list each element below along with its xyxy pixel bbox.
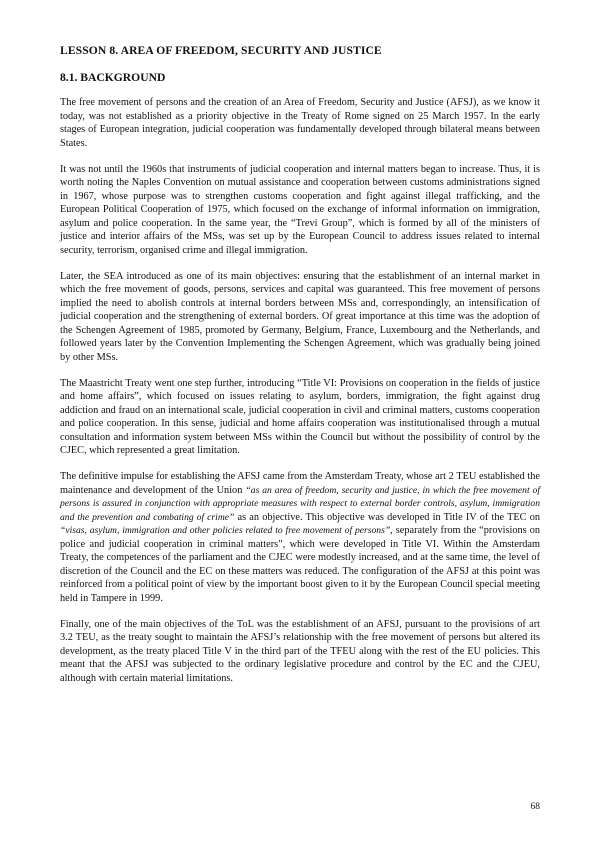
paragraph-5-quote-1: “as an area of freedom, security and justice, in which the free movement of persons is assured in conjunction with appropriate measures with respect to external border controls, asylum, immigration and the prevention and combating of crime” <box>60 484 540 523</box>
paragraph-5 <box>60 470 540 605</box>
paragraph-5-quote-2: “visas, asylum, immigration and other policies related to free movement of persons” <box>60 525 391 536</box>
paragraph-6: Finally, one of the main objectives of the ToL was the establishment of an AFSJ, pursuant to the provisions of art 3.2 TEU, as the treaty sought to maintain the AFSJ’s relationship with the free movement of persons but altered its development, as the treaty placed Title V in the third part of the TFEU along with the rest of the EU policies. This meant that the AFSJ was subjected to the ordinary legislative procedure and control by the EC and the CJEU, although with certain material limitations. <box>60 618 540 684</box>
paragraph-5-text-c: , separately from the “provisions on police and judicial cooperation in criminal matters”, which were developed in Title VI. Within the Amsterdam Treaty, the competences of the parliament and the CJEC were modestly increased, and at the same time, the level of discretion of the Council and the EC on these matters was reduced. The configuration of the AFSJ at this point was reinforced from a political point of view by the important boost given to it by the European Council special meeting held in Tampere in 1999. <box>60 525 540 604</box>
paragraph-5-text-b: as an objective. This objective was developed in Title IV of the TEC on <box>234 511 540 523</box>
page-number: 68 <box>530 802 540 812</box>
paragraph-1: The free movement of persons and the creation of an Area of Freedom, Security and Justice (AFSJ), as we know it today, was not established as a priority objective in the Treaty of Rome signed on 25 March 1957. In the early stages of European integration, judicial cooperation was fundamentally developed through bilateral means between States. <box>60 97 540 149</box>
paragraph-2: It was not until the 1960s that instruments of judicial cooperation and internal matters began to increase. Thus, it is worth noting the Naples Convention on mutual assistance and cooperation between customs administrations signed in 1967, whose purpose was to strengthen customs cooperation and fight against illegal trafficking, and the European Political Cooperation of 1975, which focused on the exchange of informal information on immigration, asylum and police cooperation. In the same year, the “Trevi Group”, which is formed by all of the ministers of justice and interior affairs of the MSs, was set up by the European Council to address issues related to internal security, terrorism, organised crime and illegal immigration. <box>60 163 540 256</box>
paragraph-5-text-a: The definitive impulse for establishing the AFSJ came from the Amsterdam Treaty, whose art 2 TEU established the maintenance and development of the Union <box>60 471 540 496</box>
section-title: 8.1. BACKGROUND <box>60 71 166 84</box>
lesson-title: LESSON 8. AREA OF FREEDOM, SECURITY AND JUSTICE <box>60 44 382 57</box>
paragraph-4: The Maastricht Treaty went one step further, introducing “Title VI: Provisions on cooperation in the fields of justice and home affairs”, which focused on issues relating to asylum, borders, immigration, the fight against drug addiction and fraud on an international scale, judicial cooperation in civil and criminal matters, customs cooperation and police cooperation. In this sense, judicial and home affairs cooperation was institutionalised through a mutual consultation and information system between MSs within the Council but without the possibility of control by the CJEC, which represented a great limitation. <box>60 377 540 456</box>
paragraph-3: Later, the SEA introduced as one of its main objectives: ensuring that the establishment of an internal market in which the free movement of goods, persons, services and capital was guaranteed. This free movement of persons implied the need to abolish controls at internal borders between MSs and, correspondingly, an intensification of judicial cooperation and the strengthening of external borders. Of great importance at this time was the adoption of the Schengen Agreement of 1985, promoted by Germany, Belgium, France, Luxembourg and the Netherlands, and followed years later by the Convention Implementing the Schengen Agreement, which was gradually being joined by other MSs. <box>60 270 540 363</box>
